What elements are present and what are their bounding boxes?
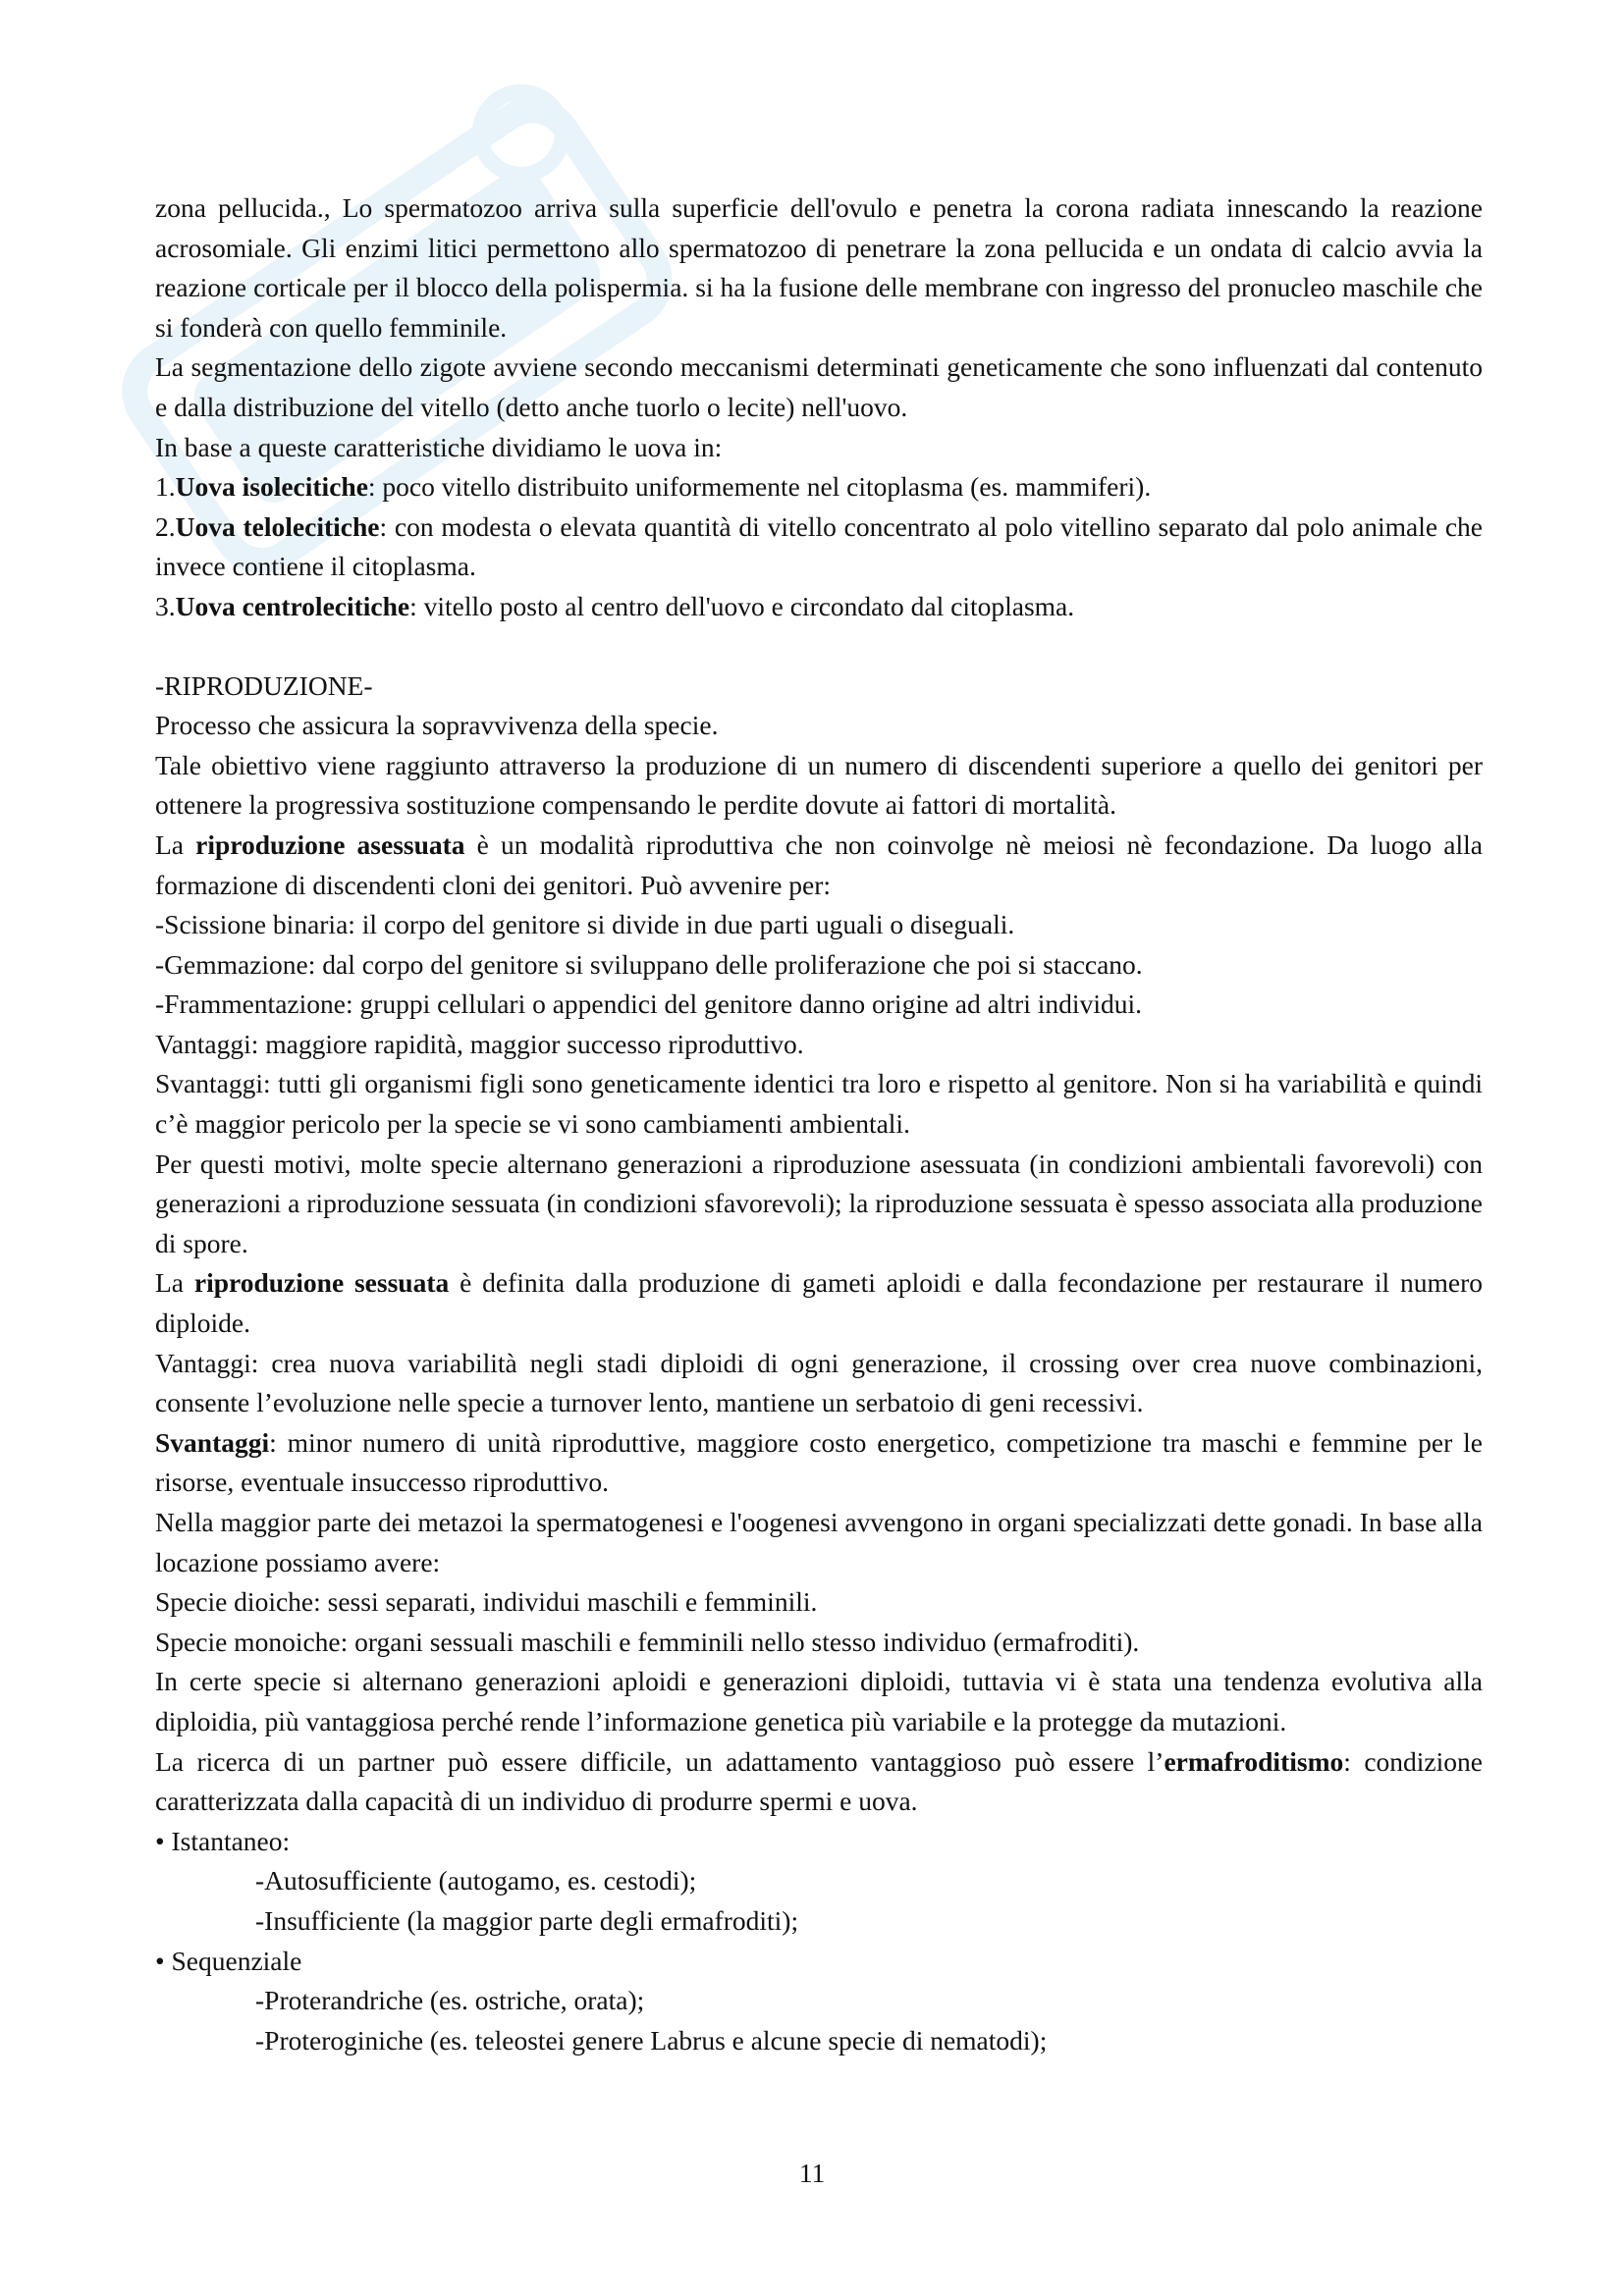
list-item: -Insufficiente (la maggior parte degli ermafroditi); [255, 1904, 799, 1936]
list-item: -Autosufficiente (autogamo, es. cestodi); [255, 1865, 697, 1896]
paragraph: La riproduzione sessuata è definita dalla produzione di gameti aploidi e dalla fecondazione per restaurare il numero diploide. [155, 1267, 1483, 1339]
paragraph: La riproduzione asessuata è un modalità riproduttiva che non coinvolge nè meiosi nè fecondazione. Da luogo alla formazione di discendenti cloni dei genitori. Può avvenire per: [155, 828, 1483, 900]
bold-term: Uova telolecitiche [175, 510, 380, 542]
paragraph: • Sequenziale [155, 1945, 302, 1976]
paragraph: -Gemmazione: dal corpo del genitore si sviluppano delle proliferazione che poi si staccano. [155, 948, 1143, 980]
paragraph: In certe specie si alternano generazioni aploidi e generazioni diploidi, tuttavia vi è stata una tendenza evolutiva alla diploidia, più vantaggiosa perché rende l’informazione genetica più variabile e la protegge da mutazioni. [155, 1666, 1483, 1736]
paragraph: Svantaggi: tutti gli organismi figli sono geneticamente identici tra loro e rispetto al genitore. Non si ha variabilità e quindi c’è maggior pericolo per la specie se vi sono cambiamenti ambientali. [155, 1068, 1483, 1140]
paragraph: Nella maggior parte dei metazoi la spermatogenesi e l'oogenesi avvengono in organi specializzati dette gonadi. In base alla locazione possiamo avere: [155, 1507, 1483, 1577]
paragraph-spacer [155, 627, 1483, 667]
list-item: -Proteroginiche (es. teleostei genere Labrus e alcune specie di nematodi); [255, 2024, 1048, 2056]
paragraph: zona pellucida., Lo spermatozoo arriva sulla superficie dell'ovulo e penetra la corona radiata innescando la reazione acrosomiale. Gli enzimi litici permettono allo spermatozoo di penetrare la zona pellucida e un ondata di calcio avvia la reazione corticale per il blocco della polispermia. si ha la fusione delle membrane con ingresso del pronucleo maschile che si fonderà con quello femminile. [155, 192, 1483, 343]
paragraph: -Frammentazione: gruppi cellulari o appendici del genitore danno origine ad altri individui. [155, 988, 1142, 1020]
bold-term: riproduzione sessuata [193, 1267, 450, 1299]
paragraph: La segmentazione dello zigote avviene secondo meccanismi determinati geneticamente che sono influenzati dal contenuto e dalla distribuzione del vitello (detto anche tuorlo o lecite) nell'uovo. [155, 351, 1483, 422]
paragraph: • Istantaneo: [155, 1825, 291, 1856]
paragraph: In base a queste caratteristiche dividiamo le uova in: [155, 431, 723, 462]
paragraph: Specie monoiche: organi sessuali maschili e femminili nello stesso individuo (ermafroditi). [155, 1626, 1140, 1657]
paragraph: Per questi motivi, molte specie alternano generazioni a riproduzione asessuata (in condizioni ambientali favorevoli) con generazioni a riproduzione sessuata (in condizioni sfavorevoli); la riproduzione sessuata è spesso associata alla produzione di spore. [155, 1148, 1483, 1258]
paragraph: -Scissione binaria: il corpo del genitore si divide in due parti uguali o diseguali. [155, 909, 1015, 940]
bold-term: Uova isolecitiche [175, 471, 368, 503]
bold-term: ermafroditismo [1164, 1745, 1344, 1777]
bold-term: Uova centrolecitiche [175, 590, 410, 621]
paragraph: Specie dioiche: sessi separati, individui maschili e femminili. [155, 1586, 818, 1618]
paragraph: 1.Uova isolecitiche: poco vitello distribuito uniformemente nel citoplasma (es. mammiferi). [155, 471, 1152, 503]
page-number: 11 [798, 2158, 826, 2188]
paragraph: Vantaggi: maggiore rapidità, maggior successo riproduttivo. [155, 1028, 804, 1059]
paragraph: -RIPRODUZIONE- [155, 669, 373, 701]
paragraph: 2.Uova telolecitiche: con modesta o elevata quantità di vitello concentrato al polo vitellino separato dal polo animale che invece contiene il citoplasma. [155, 510, 1484, 582]
paragraph: 3.Uova centrolecitiche: vitello posto al centro dell'uovo e circondato dal citoplasma. [155, 590, 1075, 621]
bold-term: riproduzione asessuata [195, 828, 465, 860]
paragraph: Svantaggi: minor numero di unità riproduttive, maggiore costo energetico, competizione tra maschi e femmine per le risorse, eventuale insuccesso riproduttivo. [155, 1426, 1483, 1498]
paragraph: Processo che assicura la sopravvivenza della specie. [155, 710, 719, 741]
paragraph: Tale obiettivo viene raggiunto attraverso la produzione di un numero di discendenti superiore a quello dei genitori per ottenere la progressiva sostituzione compensando le perdite dovute ai fattori di mortalità. [155, 749, 1483, 821]
paragraph: Vantaggi: crea nuova variabilità negli stadi diploidi di ogni generazione, il crossing over crea nuove combinazioni, consente l’evoluzione nelle specie a turnover lento, mantiene un serbatoio di geni recessivi. [155, 1347, 1483, 1418]
bold-term: Svantaggi [155, 1426, 270, 1458]
page-body [155, 188, 1483, 2060]
list-item: -Proterandriche (es. ostriche, orata); [255, 1985, 645, 2016]
paragraph: La ricerca di un partner può essere difficile, un adattamento vantaggioso può essere l’ermafroditismo: condizione caratterizzata dalla capacità di un individuo di produrre spermi e uova. [155, 1745, 1483, 1817]
